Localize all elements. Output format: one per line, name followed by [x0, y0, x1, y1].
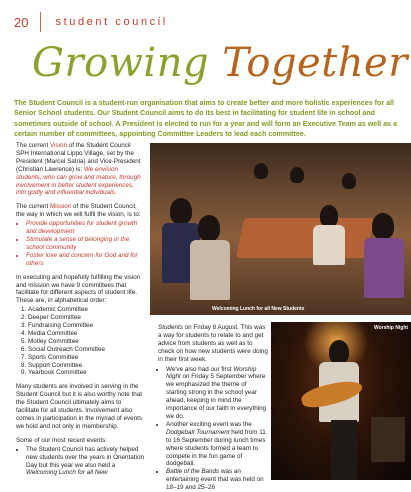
photo-person — [198, 215, 220, 241]
event-text: Another exciting event was the — [166, 420, 252, 428]
event-item — [166, 421, 268, 468]
vision-statement: We envision students, who can grow and mature, through involvement in better student experiences, into godly and influential individuals. — [16, 165, 141, 197]
event-item — [166, 366, 268, 421]
committee-item: 1. Academic Committee — [28, 306, 144, 314]
photo-person — [342, 173, 356, 189]
mission-pre: The current — [16, 203, 50, 211]
worship-caption: Worship Night — [374, 325, 409, 331]
committee-item: 6. Social Outreach Committee — [28, 346, 144, 354]
photo-person — [290, 167, 304, 183]
lunch-caption: Welcoming Lunch for all New Students — [212, 306, 305, 312]
mission-list — [16, 220, 144, 267]
committee-item: 8. Support Committee — [28, 362, 144, 370]
vision-mid: of the Student Council SPH International Lippo Village, set by the President (Marcel Satria) and Vice-President (Christian Lawrence) is: — [16, 142, 141, 173]
photo-person-body — [364, 238, 404, 298]
section-title: student council — [55, 16, 168, 28]
committee-item: 5. Motley Committee — [28, 338, 144, 346]
photo-person-body — [190, 240, 230, 300]
title-together: Together — [222, 40, 408, 86]
committee-item: 2. Deeper Committee — [28, 314, 144, 322]
committee-list — [16, 306, 144, 377]
vision-pre: The current — [16, 142, 50, 149]
event-emphasis: Battle of the Bands — [166, 468, 220, 476]
committee-item: 3. Fundraising Committee — [28, 322, 144, 330]
more-events-list — [158, 366, 268, 492]
vision-paragraph — [16, 142, 144, 197]
event-text: held from 11 to 16 September during lunch times where students formed a team to compete in the fun game of dodgeball. — [166, 428, 266, 468]
page-title — [32, 40, 408, 86]
involvement-paragraph: Many students are involved in serving in the Student Council but it is also worthy note that the Student Council ultimately aims to facilitate for all students. Involvement also comes in participation in the myriad of events we hold and not only in membership. — [16, 383, 143, 430]
photo-table-shape — [236, 218, 375, 258]
events-list — [16, 446, 144, 478]
amplifier-shape — [371, 417, 405, 462]
photo-person — [372, 213, 394, 239]
committee-item: 4. Media Committee — [28, 330, 144, 338]
worship-night-photo — [271, 322, 411, 480]
mission-item: • Provide opportunities for student growth and development — [26, 220, 144, 236]
event-text: We've also had our first — [166, 365, 234, 373]
page-header — [14, 12, 168, 32]
welcoming-lunch-photo — [150, 143, 411, 315]
performer-legs — [331, 420, 357, 480]
committee-item: 9. Yearbook Committee — [28, 369, 144, 377]
mission-item: • Foster love and concern for God and for others — [26, 252, 144, 268]
event-item — [166, 468, 268, 492]
title-growing: Growing — [32, 40, 210, 86]
mission-paragraph — [16, 203, 144, 219]
event-emphasis: Worship Night — [166, 365, 257, 381]
photo-person — [320, 205, 338, 227]
mission-word: Mission — [49, 203, 72, 211]
photo-person-body — [313, 225, 345, 265]
performer-head — [329, 340, 349, 364]
mission-post: of the Student Council, the way in which we will fulfil the vision, is to: — [16, 203, 141, 219]
photo-person — [170, 198, 192, 224]
events-intro: Some of our most recent events: — [16, 436, 107, 444]
page-number: 20 — [14, 14, 29, 30]
event-item — [26, 446, 144, 478]
continued-paragraph — [158, 324, 268, 364]
photo-person — [254, 163, 268, 179]
mission-item: • Stimulate a sense of belonging in the school community — [26, 236, 144, 252]
event-text: on Friday 5 September where we emphasized the theme of starting strong in the school year ahead, keeping in mind the importance of our faith in everything we do. — [166, 373, 267, 420]
event1-emphasis: Welcoming Lunch for all New — [26, 469, 108, 477]
event-text: was an entertaining event that was held on 18–19 and 25–26 — [166, 468, 264, 492]
middle-column — [158, 324, 268, 492]
event-emphasis: Dodgeball Tournament — [166, 428, 230, 436]
committees-intro: In executing and hopefully fulfilling the vision and mission we have 9 committees that facilitate for different aspects of student life. These are, in alphabetical order: — [16, 273, 141, 305]
intro-paragraph: The Student Council is a student-run organisation that aims to create better and more holistic experiences for all Senior School students. Our Student Council aims to do its best in facilitating for student life in school and sometimes outside of school. A President is elected to run for a year and will form an Executive Team as well as a certain number of committees, appointing Committee Leaders to lead each committee. — [14, 99, 397, 139]
vision-word: Vision — [49, 142, 67, 149]
continued-text: on Friday 8 August. This was a way for students to relate to and get advice from students as well as to check on how new students were doing in their first week. — [158, 324, 268, 363]
header-divider — [40, 12, 41, 32]
committee-item: 7. Sports Committee — [28, 354, 144, 362]
left-column — [16, 142, 144, 477]
continued-emphasis: Students — [158, 324, 183, 331]
event1-text: The Student Council has actively helped new students over the years in Orientation Day but this year we also held a — [26, 445, 144, 469]
